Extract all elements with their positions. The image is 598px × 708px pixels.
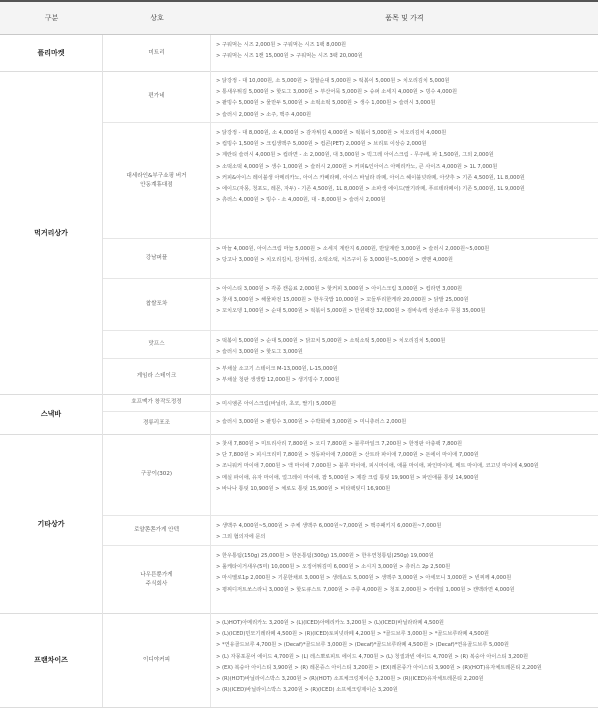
item-list — [216, 439, 594, 495]
category-name: 기타상가 — [0, 434, 103, 613]
store-row — [103, 434, 598, 516]
store-row — [103, 359, 598, 394]
item-line: > 부채살 청판 생생밥 12,000원 > 생기빙수 7,000원 — [216, 377, 340, 384]
store-name: 맛프스 — [103, 331, 211, 358]
item-line: > 커피&아이스 레이블생 아메리카노, 아이스 카페라떼, 아이스 바닐라 라떼, 아이스 헤이블넛라떼, 아샷추 > 기존 4,500원, 1L 8,000원 — [216, 174, 525, 181]
item-line: > 생맥주 4,000원~5,000원 > 주체 생맥주 6,000원~7,000원 > 맥주패키지 6,000원~7,000원 — [216, 523, 442, 529]
item-list — [216, 244, 594, 266]
category-row — [0, 71, 598, 395]
item-line: > *연유골드브루 4,700원 > (Decaf)*골드브루 3,000원 > (Decaf)*골드브루라떼 4,500원 > (Decaf)*연유골드브루 5,000원 — [216, 642, 509, 649]
item-line: > 구워먹는 시즈 1캔 15,000원 > 구워먹는 시즈 3팩 20,000원 — [216, 53, 363, 60]
item-line: > 구워먹는 시즈 2,000원 > 구워먹는 시즈 1팩 8,000원 — [216, 42, 347, 48]
store-name: 이디야커피 — [103, 613, 211, 707]
item-list — [216, 399, 594, 410]
item-line: > 조니워커 마이애 7,000원 > 액 마이애 7,000원 > 블루 마이애, 피시마이애, 애플 마이애, 파인마이애, 메트 마이애, 코고넛 마이애 4,900원 — [216, 463, 539, 470]
item-line: > 메실 파이애, 유자 마이애, 얼그레이 마이애, 팝 5,000원 > 제감 크림 통팃 19,900원 > 파인애플 통팃 14,900원 — [216, 474, 479, 481]
item-list — [216, 417, 594, 428]
store-name: 로얄쫀쫀가게 안텍 — [103, 516, 211, 545]
item-list — [216, 336, 594, 358]
category-name: 스낵바 — [0, 394, 103, 434]
item-line: > 슬러시 3,000원 > 팥빙수 3,000원 > 수박화채 3,000원 > 미니츄러스 2,000원 — [216, 419, 407, 425]
item-line: > 츄러스 4,000원 > 빙수 - 소 4,000원, 대 - 8,000원 > 슬러시 2,000원 — [216, 197, 386, 204]
store-row — [103, 516, 598, 546]
item-line: > 계란티 슬러시 4,000원 > 컵라면 - 소 2,000원, 대 3,000원 > 빅그레 아이스크림 - 무주배, 파 1,500원, 그외 2,000원 — [216, 152, 494, 159]
item-line: > (L)HOT)아메리카노 3,200원 > (L)(ICED)아메리카노 3,200원 > (L)(ICED)바닐라라떼 4,500원 — [216, 620, 444, 626]
item-line: > (R)(ICED)바닐라이스박스 3,200원 > (R)(ICED) 소프체크링제이슨 3,200원 — [216, 687, 398, 694]
store-name: 게임라 스테이크 — [103, 359, 211, 394]
store-row — [103, 279, 598, 331]
item-line: > 단 7,800원 > 피시크리미 7,800원 > 정동파이애 7,000원 > 산트라 파이애 7,000원 > 돈에이 마이애 7,000원 — [216, 452, 479, 459]
item-line: > 마늘 4,000원, 아이스크림 마늘 5,000원 > 소세지 계란지 6,000원, 반달계란 3,000원 > 슬러시 2,000원~5,000원 — [216, 246, 490, 252]
item-list — [216, 551, 594, 596]
table-header — [0, 0, 598, 35]
store-row — [103, 239, 598, 279]
store-row — [103, 123, 598, 239]
item-line: > 부채살 소고기 스테이크 M-13,000원, L-15,000원 — [216, 366, 338, 372]
item-line: > 마시멜로1p 2,000원 > 기문한채르 3,000원 > 생레쇼도 5,000원 > 생맥주 3,000원 > 아세모니 3,000원 > 빈찌께 4,000원 — [216, 575, 512, 582]
category-name: 프랜차이즈 — [0, 613, 103, 707]
store-name: 찹쌀포차 — [103, 279, 211, 330]
store-row — [103, 35, 598, 71]
item-line: > 당고나 3,000원 > 치오리김치, 감자튀김, 소떡소떡, 치즈구이 등 3,000원~5,000원 > 캔맨 4,000원 — [216, 257, 453, 264]
item-line: > 아이스티 3,000원 > 각종 캔음료 2,000원 > 핫커피 3,000원 > 아이스크림 3,000원 > 컵라면 3,000원 — [216, 286, 462, 292]
store-name: 나우뜬뿐가게 주식회사 — [103, 546, 211, 613]
item-line: > 닭강정 - 대 8,000원, 소 4,000원 > 감자튀김 4,000원 > 떡볶이 5,000원 > 치오리김치 4,000원 — [216, 130, 447, 136]
item-line: > (L)(ICED)민모기레라떼 4,500원 > (R)(ICED)토피넛라떼 4,200원 > *골드브루 3,000원 > *골드브루라떼 4,500원 — [216, 631, 489, 638]
item-line: > (R)(HOT)바닐라이스박스 3,200원 > (R)(HOT) 소프체크링제이슨 3,200원 > (R)(ICED)유자체트레몬티 2,200원 — [216, 675, 484, 682]
item-line: > 닭강정 - 대 10,000원, 소 5,000원 > 찹쌀순대 5,000원 > 떡볶이 5,000원 > 치오리김치 5,000원 — [216, 78, 450, 84]
item-list — [216, 284, 594, 318]
item-line: > 떡볶이 5,000원 > 순대 5,000원 > 닭꼬치 5,000원 > 소떡소떡 5,000원 > 치오리김치 5,000원 — [216, 338, 446, 344]
store-row — [103, 613, 598, 707]
item-line: > 팥빙수 5,000원 > 물만두 5,000원 > 소떡소떡 5,000원 > 생수 1,000원 > 슬러시 3,000원 — [216, 100, 436, 107]
item-list — [216, 521, 594, 543]
item-line: > 미시엠콘 아이스크림(바닐라, 초코, 딸기) 5,000원 — [216, 401, 336, 407]
item-line: > 롤케타이거새우(5미) 10,000원 > 오징어튀김미 6,000원 > 소시지 3,000원 > 츄러스 2p 2,500원 — [216, 564, 451, 571]
item-line: > (EX) 복숭아 아이스티 3,900원 > (R) 레몬쥬스 아이스티 3,200원 > (EX)레몬쥬가 아이스티 3,900원 > (R)(HOT)유자체트레몬티 2,200원 — [216, 664, 542, 671]
store-name: 편가네 — [103, 71, 211, 122]
item-line: > 에이드(자몽, 청포도, 레몬, 자두) - 기존 4,500원, 1L 8,000원 > 소파생 에이드(딸기라떼, 푸르테라떼이) 기존 5,000원, 1L 9,000원 — [216, 185, 525, 192]
category-name: 먹거리상가 — [0, 71, 103, 394]
item-line: > 소떡소떡 4,000원 > 생수 1,000원 > 슬러시 2,000원 > 커피&인아이스 아메리카노, 큰 사이즈 4,000원 > 1L 7,000원 — [216, 163, 498, 170]
header-store: 상호 — [150, 14, 164, 22]
store-name: 강남퍼플 — [103, 239, 211, 278]
item-list — [216, 76, 594, 121]
item-line: > 찻새 3,000원 > 해물파전 15,000원 > 한우국밥 10,000원 > 꼬들뚜리한게라 20,000원 > 닭발 25,000원 — [216, 297, 469, 304]
item-line: > 한우통팀(150g) 25,000원 > 한돈통팀(300g) 15,000원 > 한우연청통팀(250g) 19,000원 — [216, 553, 434, 559]
item-line: > 슬러시 3,000원 > 핫도그 3,000원 — [216, 349, 303, 356]
store-name: 대세라인&부구쇼핑 버거 안동계휴대점 — [103, 123, 211, 238]
item-line: > 통새우튀김 5,000원 > 핫도그 3,000원 > 부산어묵 5,000원 > 슈퍼 소세지 4,000원 > 빙수 4,000원 — [216, 89, 457, 96]
store-row — [103, 331, 598, 359]
store-name: 경류리포조 — [103, 412, 211, 434]
store-name: 구공이(302) — [103, 434, 211, 515]
item-line: > (L) 자몽포문어 에이드 4,700원 > (L) 레스뽀로피트 에이드 4,700원 > (L) 청긜과빈 에이드 4,700원 > (R) 복숭아 아이스티 3,200원 — [216, 653, 528, 660]
item-line: > 찻새 7,800원 > 미트리사리 7,800원 > 오디 7,800원 > 블루마일크 7,200원 > 한정판 아층팩 7,800원 — [216, 441, 462, 447]
category-row — [0, 35, 598, 72]
item-list — [216, 364, 594, 386]
store-row — [103, 412, 598, 434]
header-items: 품목 및 가격 — [385, 14, 424, 22]
item-line: > 컵빙수 1,500원 > 크림생맥주 5,000원 > 컵콘(PET) 2,000원 > 브리또 이상승 2,000원 — [216, 141, 427, 148]
item-line: > 바나나 통팃 10,900원 > 체로도 통팃 15,900원 > 비타팩팃디 16,900원 — [216, 485, 391, 492]
item-line: > 슬러시 2,000원 > 소주, 맥주 4,000원 — [216, 111, 312, 118]
item-list — [216, 40, 594, 62]
item-list — [216, 618, 594, 696]
store-name: 미트리 — [103, 35, 211, 71]
category-row — [0, 394, 598, 435]
category-name: 플리마켓 — [0, 35, 103, 71]
store-name: 호프맥가 창작도정정 — [103, 394, 211, 411]
item-line: > 평찌디저트쏘스라니 3,000원 > 핫도큐스트 7,000원 > 주류 4,000원 > 청포 2,000원 > 칵테일 1,000원 > 캔맥라면 4,000원 — [216, 586, 515, 593]
store-row — [103, 546, 598, 613]
item-line: > 그외 협의자에 문의 — [216, 534, 266, 541]
header-category: 구분 — [44, 14, 59, 22]
item-line: > 꼬치오뎅 1,000원 > 순대 5,000원 > 떡볶이 5,000원 > 만원팩장 32,000원 > 검바속켁 상관소주 무침 35,000원 — [216, 308, 486, 315]
category-row — [0, 613, 598, 708]
store-row — [103, 394, 598, 412]
item-list — [216, 128, 594, 206]
store-row — [103, 71, 598, 123]
category-row — [0, 434, 598, 614]
